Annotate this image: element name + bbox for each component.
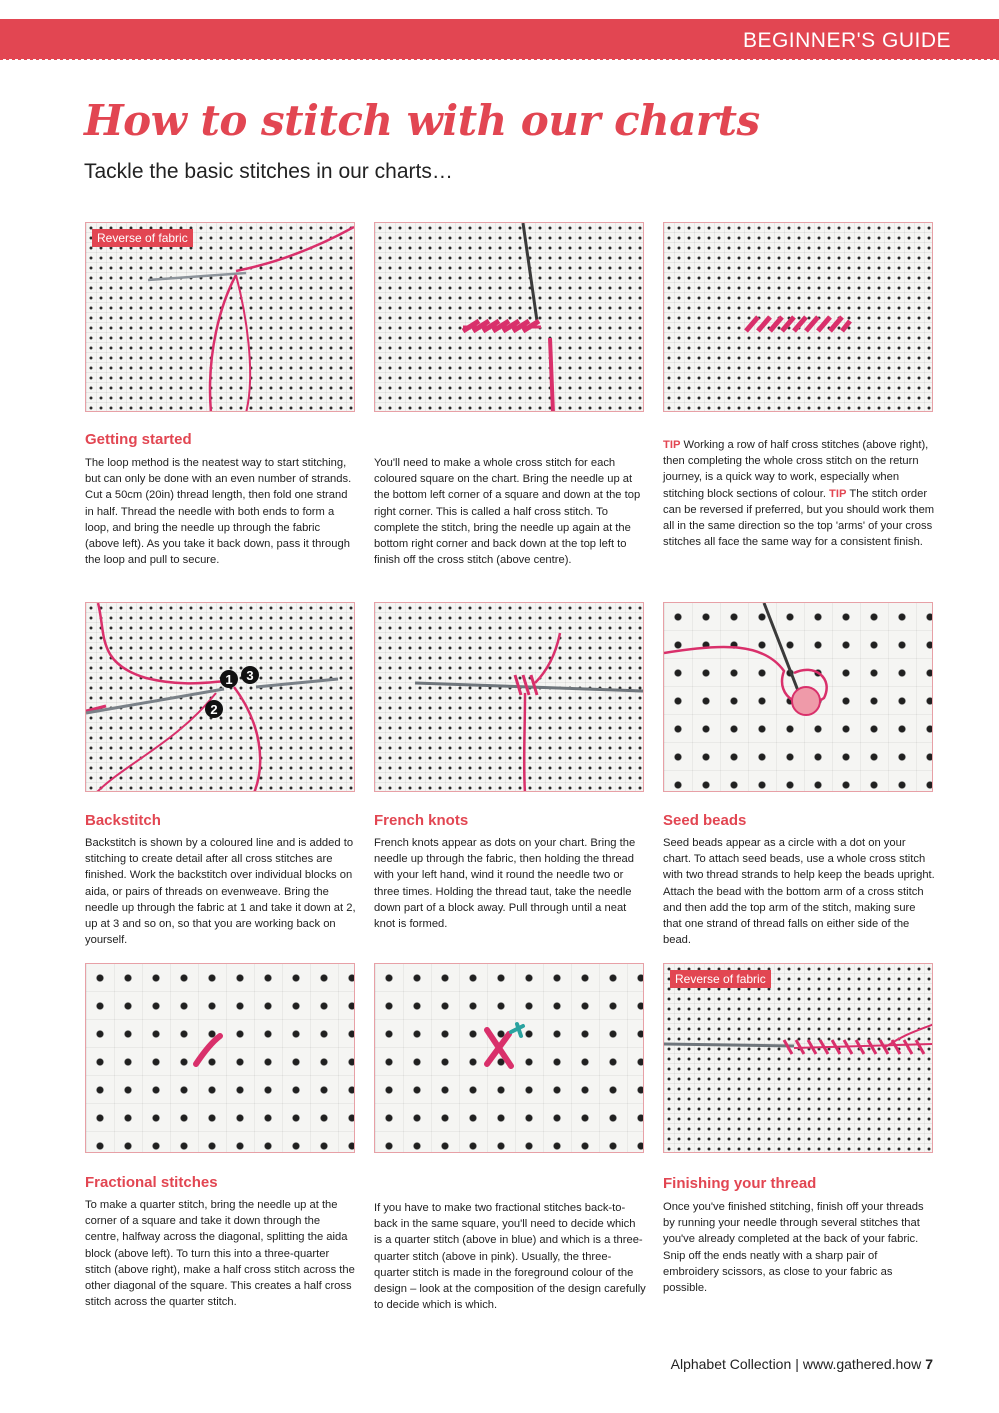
thread-illustration bbox=[664, 223, 933, 412]
thread-path bbox=[98, 603, 228, 683]
page-number: 7 bbox=[925, 1356, 933, 1372]
needle-icon bbox=[664, 1044, 794, 1046]
photo-seed-bead bbox=[663, 602, 933, 792]
photo-loop-start bbox=[85, 222, 355, 412]
quarter-stitch-mark bbox=[196, 1036, 220, 1064]
page-subtitle: Tackle the basic stitches in our charts… bbox=[84, 160, 453, 183]
text-french-knots: French knots appear as dots on your chart. Bring the needle up through the fabric, then holding the thread with your left hand, wind it round the needle two or three times. Holding the thread taut, take the needle down part of a block away. Pull through until a neat knot is formed. bbox=[374, 837, 636, 931]
photo-half-cross-row bbox=[663, 222, 933, 412]
reverse-of-fabric-tag: Reverse of fabric bbox=[670, 970, 771, 988]
photo-three-quarter-stitch bbox=[374, 963, 644, 1153]
photo-quarter-stitch bbox=[85, 963, 355, 1153]
heading-seed-beads: Seed beads bbox=[663, 812, 747, 829]
website-link[interactable]: www.gathered.how bbox=[802, 1356, 922, 1372]
text-seed-beads: Seed beads appear as a circle with a dot on your chart. To attach seed beads, use a whole cross stitch with two thread strands to help keep the beads upright. Attach the bead with the bottom arm of a cross stitch and then add the top arm of the stitch, making sure that one strand of thread falls on either side of the bead. bbox=[663, 837, 935, 947]
step-label-1: 1 bbox=[225, 672, 233, 687]
bead-icon bbox=[792, 687, 820, 715]
heading-finishing-thread: Finishing your thread bbox=[663, 1175, 817, 1192]
needle-icon bbox=[523, 223, 537, 321]
tip-label: TIP bbox=[829, 487, 847, 500]
text-backstitch: Backstitch is shown by a coloured line and is added to stitching to create detail after all cross stitches are finished. Work the backstitch over individual blocks on aida, or pairs of threads on evenweave. Bring the needle up through the fabric at 1 and take it down at 2, up at 3 and so on, so that you are working back on yourself. bbox=[85, 837, 356, 947]
tip-label: TIP bbox=[663, 439, 681, 451]
publication-name: Alphabet Collection bbox=[670, 1356, 792, 1372]
step-label-2: 2 bbox=[210, 702, 218, 717]
thread-illustration bbox=[375, 223, 644, 412]
heading-backstitch: Backstitch bbox=[85, 812, 161, 829]
quarter-stitch-blue-mark bbox=[511, 1024, 523, 1036]
heading-french-knots: French knots bbox=[374, 812, 469, 829]
banner-dotted-rule bbox=[0, 57, 999, 60]
half-cross-row bbox=[746, 317, 850, 331]
text-whole-cross: You'll need to make a whole cross stitch for each coloured square on the chart. Bring the needle up at the bottom left corner of a square and down at the top right corner. This is called a half cross stitch. To complete the stitch, bring the needle up again at the bottom right corner and back down at the top left to finish off the cross stitch (above centre). bbox=[374, 457, 641, 567]
section-label: BEGINNER'S GUIDE bbox=[742, 29, 951, 52]
heading-getting-started: Getting started bbox=[85, 431, 192, 448]
text-fractional-stitches: To make a quarter stitch, bring the needle up at the corner of a square and take it down through the centre, halfway across the diagonal, splitting the aida block (above left). To turn this into a three-quarter stitch (above right), make a half cross stitch across the other diagonal of the square. This creates a half cross stitch across the quarter stitch. bbox=[85, 1199, 355, 1309]
page-footer bbox=[671, 1356, 933, 1372]
reverse-of-fabric-tag: Reverse of fabric bbox=[92, 229, 193, 247]
page-title: How to stitch with our charts bbox=[84, 96, 760, 145]
thread-illustration bbox=[664, 603, 933, 792]
thread-illustration bbox=[375, 603, 644, 792]
thread-illustration bbox=[86, 603, 355, 792]
three-quarter-stitch-mark bbox=[487, 1030, 511, 1066]
text-tips bbox=[663, 437, 935, 550]
thread-wraps bbox=[515, 675, 537, 695]
thread-illustration bbox=[86, 964, 355, 1153]
footer-separator: | bbox=[795, 1356, 799, 1372]
photo-finishing-thread bbox=[663, 963, 933, 1153]
thread-illustration bbox=[86, 223, 355, 412]
needle-icon bbox=[86, 689, 224, 713]
thread-illustration bbox=[664, 964, 933, 1153]
step-label-3: 3 bbox=[246, 668, 254, 683]
thread-path bbox=[236, 227, 354, 271]
tip-text: Working a row of half cross stitches (above right), then completing the whole cross stitch on the return journey, is a quick way to work, especially when stitching block sections of colour. bbox=[663, 439, 929, 500]
heading-fractional-stitches: Fractional stitches bbox=[85, 1174, 218, 1191]
photo-backstitch bbox=[85, 602, 355, 792]
text-getting-started: The loop method is the neatest way to start stitching, but can only be done with an even number of strands. Cut a 50cm (20in) thread length, then fold one strand in half. Thread the needle with both ends to form a loop, and bring the needle up through the fabric (above left). As you take it back down, pass it through the loop and pull to secure. bbox=[85, 457, 352, 567]
tip-text: The stitch order can be reversed if preferred, but you should work them all in the same direction so the top 'arms' of your cross stitches all face the same way for a consistent finish. bbox=[663, 487, 935, 549]
text-back-to-back: If you have to make two fractional stitches back-to-back in the same square, you'll need to decide which is a quarter stitch (above in blue) and which is a three-quarter stitch (above in pink). Usually, the three-quarter stitch is made in the foreground colour of the design – look at the composition of the design carefully to decide which is which. bbox=[374, 1202, 646, 1312]
photo-half-cross bbox=[374, 222, 644, 412]
thread-illustration bbox=[375, 964, 644, 1153]
needle-icon bbox=[148, 273, 246, 280]
text-finishing-thread: Once you've finished stitching, finish off your threads by running your needle through several stitches that you've already completed at the back of your fabric. Snip off the ends neatly with a sharp pair of embroidery scissors, as close to your fabric as possible. bbox=[663, 1201, 924, 1295]
photo-french-knot bbox=[374, 602, 644, 792]
